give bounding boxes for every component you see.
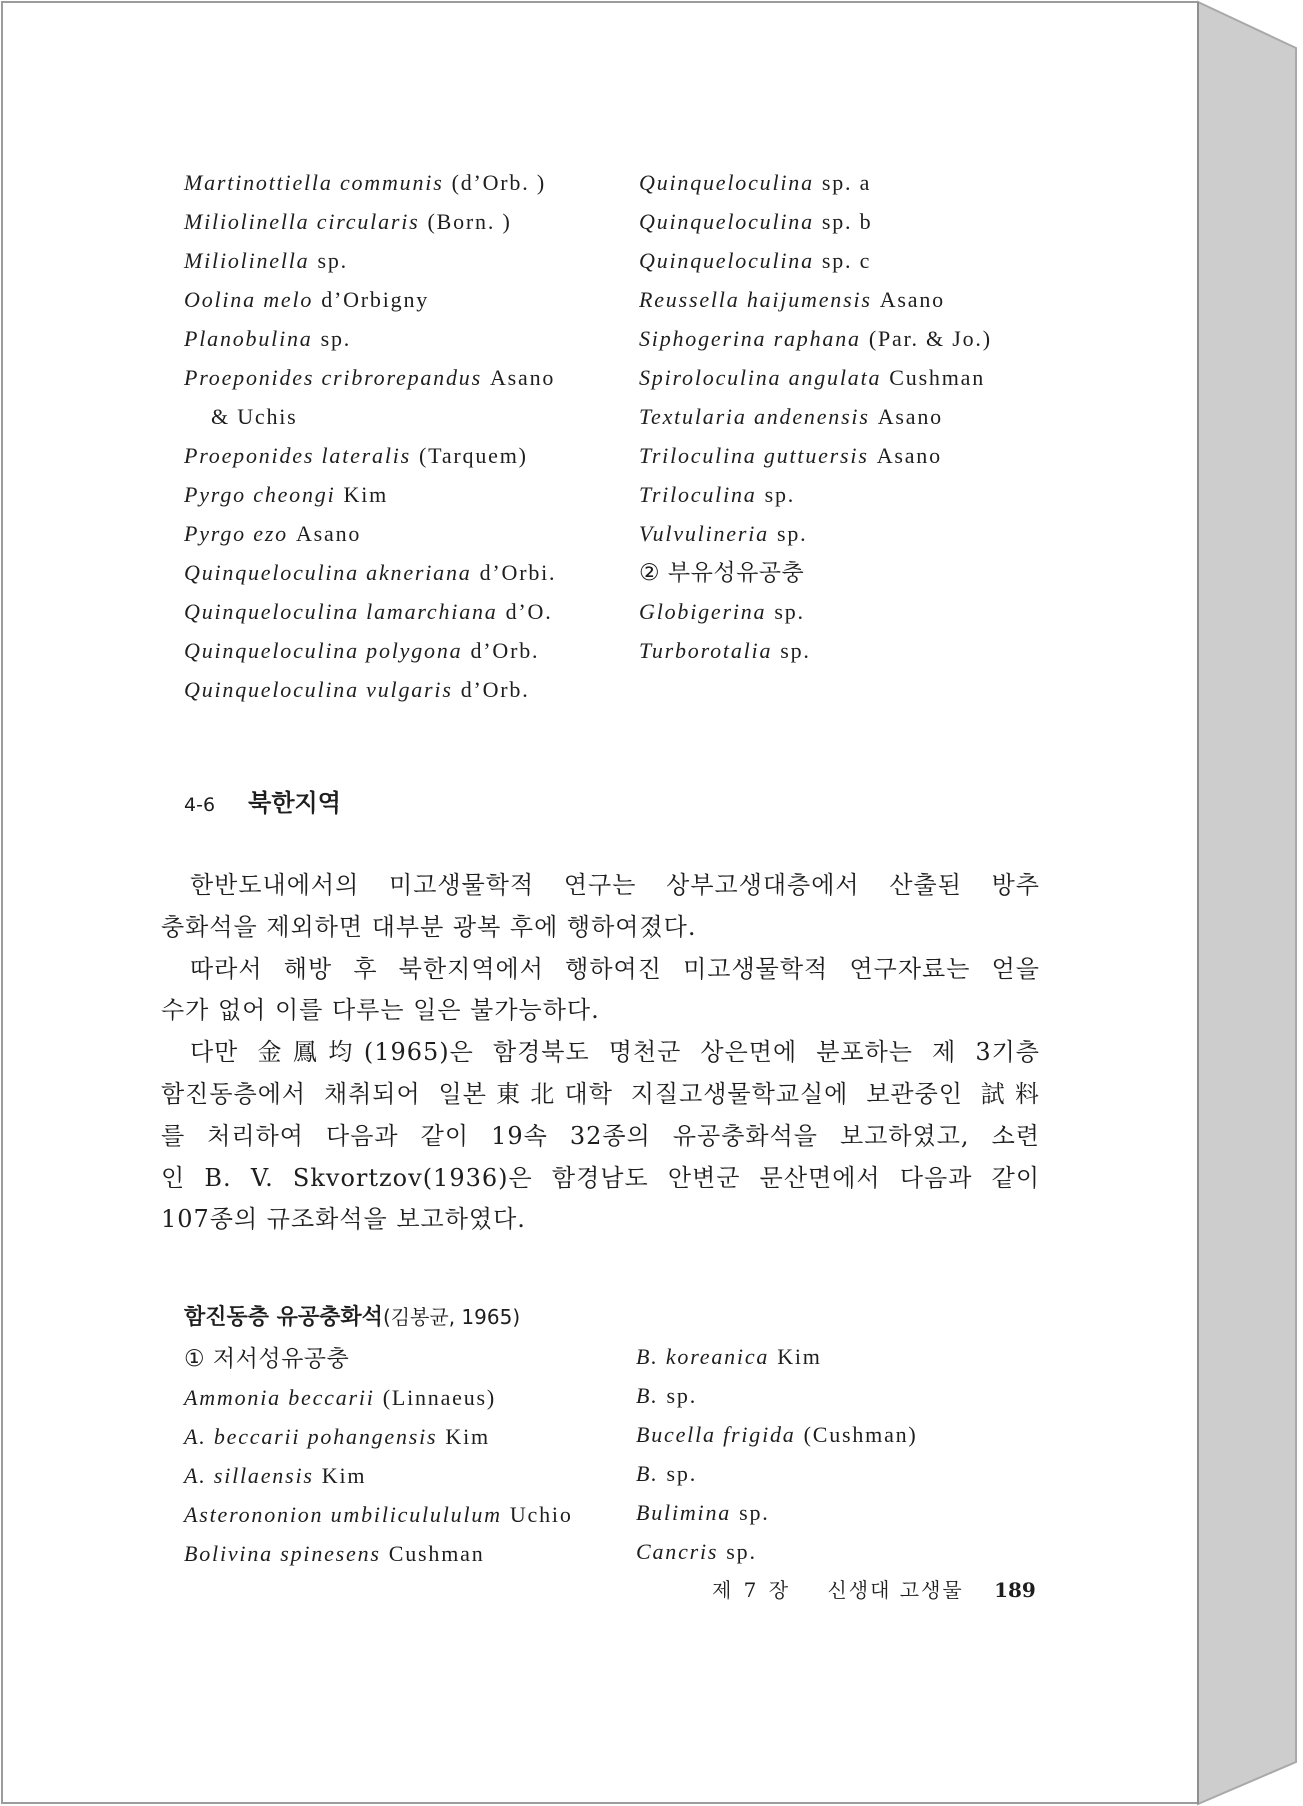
species-name: Miliolinella circularis (184, 209, 420, 234)
species-author: Kim (445, 1424, 490, 1449)
species-name: Proeponides cribrorepandus (184, 365, 482, 390)
species-author: sp. c (821, 248, 872, 273)
footer-chapter: 제 7 장 (712, 1578, 792, 1602)
species-author: d’Orb. (470, 638, 540, 663)
species-entry (184, 1495, 614, 1534)
species-author: Asano (877, 404, 943, 429)
species-name: Vulvulineria (639, 521, 769, 546)
species-list-2-left (184, 1339, 614, 1573)
page-footer (712, 1577, 1036, 1603)
species-author: sp. (774, 599, 805, 624)
species-entry (639, 163, 1069, 202)
species-name: Quinqueloculina (639, 170, 814, 195)
page-number: 189 (994, 1578, 1036, 1602)
species-entry (184, 163, 614, 202)
species-entry (184, 1378, 614, 1417)
species-author: (Linnaeus) (382, 1385, 497, 1410)
species-entry (184, 670, 614, 709)
species-author: d’O. (505, 599, 553, 624)
species-name: Turborotalia (639, 638, 773, 663)
species-author: (Tarquem) (419, 443, 528, 468)
species-author: sp. (317, 248, 348, 273)
body-text (161, 865, 1040, 1241)
species-author: sp. a (821, 170, 872, 195)
section-number: 4-6 (184, 794, 216, 816)
species-author: Cushman (889, 365, 986, 390)
paragraph-line: 107종의 규조화석을 보고하였다. (161, 1205, 526, 1234)
paragraph-line: 따라서 해방 후 북한지역에서 행하여진 미고생물학적 연구자료는 얻을 (190, 954, 1040, 983)
species-entry (639, 319, 1069, 358)
species-entry (639, 397, 1069, 436)
species-entry (639, 241, 1069, 280)
species-author: sp. (780, 638, 811, 663)
species-name: A. beccarii pohangensis (184, 1424, 438, 1449)
footer-chapter-title: 신생대 고생물 (827, 1578, 964, 1602)
species-entry (639, 475, 1069, 514)
species-list-1-left (184, 163, 614, 709)
species-entry (184, 631, 614, 670)
species-name: A. sillaensis (184, 1463, 314, 1488)
species-entry (639, 202, 1069, 241)
species-entry (636, 1532, 1066, 1571)
species-name: Quinqueloculina (639, 209, 814, 234)
species-name: Quinqueloculina vulgaris (184, 677, 453, 702)
subheading-title: 함진동층 유공충화석 (184, 1305, 383, 1330)
species-author: sp. (666, 1383, 698, 1408)
species-author: sp. (320, 326, 352, 351)
group-heading: ① 저서성유공충 (184, 1346, 350, 1372)
species-author: Uchio (509, 1502, 573, 1527)
species-author: Kim (343, 482, 389, 507)
species-name: Quinqueloculina (639, 248, 814, 273)
species-author: sp. (776, 521, 808, 546)
paragraph-line: 수가 없어 이를 다루는 일은 불가능하다. (161, 996, 600, 1025)
species-author: sp. (666, 1461, 698, 1486)
species-entry (636, 1493, 1066, 1532)
species-author: (Par. & Jo.) (868, 326, 992, 351)
species-author: sp. (764, 482, 796, 507)
species-author: Asano (876, 443, 942, 468)
species-entry (184, 553, 614, 592)
species-name: Globigerina (639, 599, 767, 624)
species-name: Pyrgo cheongi (184, 482, 336, 507)
species-name: Quinqueloculina lamarchiana (184, 599, 498, 624)
species-entry (184, 1417, 614, 1456)
species-entry (639, 280, 1069, 319)
list-subheading (184, 1302, 520, 1332)
species-name: Spiroloculina angulata (639, 365, 882, 390)
species-entry (184, 475, 614, 514)
group-heading-row (639, 553, 1069, 592)
species-name: Planobulina (184, 326, 313, 351)
species-author: Asano (489, 365, 556, 390)
species-entry (184, 280, 614, 319)
species-name: Bulimina (636, 1500, 732, 1525)
species-entry (639, 631, 1069, 670)
species-name: Quinqueloculina polygona (184, 638, 463, 663)
species-author: Asano (295, 521, 362, 546)
section-title: 북한지역 (248, 789, 341, 817)
species-entry (184, 358, 614, 397)
paragraph-line: 충화석을 제외하면 대부분 광복 후에 행하여졌다. (161, 912, 697, 941)
species-name: Triloculina (639, 482, 757, 507)
species-author: Cushman (388, 1541, 485, 1566)
species-list-1-right (639, 163, 1069, 670)
species-name: Martinottiella communis (184, 170, 444, 195)
species-author: d’Orbi. (479, 560, 557, 585)
species-list-2-right (636, 1337, 1066, 1571)
species-name: Bucella frigida (636, 1422, 796, 1447)
section-heading (184, 788, 341, 818)
species-author: (Born. ) (427, 209, 512, 234)
species-author: sp. (739, 1500, 770, 1525)
species-entry (639, 358, 1069, 397)
species-entry (636, 1454, 1066, 1493)
paragraph-line: 인 B. V. Skvortzov(1936)은 함경남도 안변군 문산면에서 다음과 같이 (161, 1163, 1040, 1192)
author-continuation: & Uchis (211, 404, 298, 429)
species-name: Triloculina guttuersis (639, 443, 869, 468)
species-entry (639, 592, 1069, 631)
species-author: sp. b (821, 209, 873, 234)
paragraph-line: 다만 金鳳均(1965)은 함경북도 명천군 상은면에 분포하는 제 3기층 (190, 1038, 1040, 1067)
species-author: Kim (777, 1344, 822, 1369)
species-name: Miliolinella (184, 248, 310, 273)
species-entry (184, 241, 614, 280)
species-author: d’Orbigny (321, 287, 430, 312)
species-entry (639, 514, 1069, 553)
subheading-citation: (김봉균, 1965) (382, 1305, 521, 1329)
species-entry (184, 202, 614, 241)
species-entry (184, 592, 614, 631)
group-heading: ② 부유성유공충 (639, 560, 805, 586)
species-entry (639, 436, 1069, 475)
species-author: sp. (726, 1539, 757, 1564)
species-entry-continuation (184, 397, 614, 436)
species-author: Kim (321, 1463, 367, 1488)
species-name: B. koreanica (636, 1344, 770, 1369)
species-name: Asterononion umbiliculululum (184, 1502, 502, 1527)
paragraph-line: 함진동층에서 채취되어 일본東北대학 지질고생물학교실에 보관중인 試料 (161, 1079, 1040, 1108)
paragraph-line: 한반도내에서의 미고생물학적 연구는 상부고생대층에서 산출된 방추 (190, 871, 1040, 899)
species-entry (636, 1376, 1066, 1415)
species-name: Reussella haijumensis (639, 287, 872, 312)
species-entry (184, 319, 614, 358)
species-name: Pyrgo ezo (184, 521, 288, 546)
species-name: B. (636, 1383, 659, 1408)
species-entry (184, 514, 614, 553)
species-author: (Cushman) (803, 1422, 918, 1447)
species-entry (184, 1456, 614, 1495)
species-name: Bolivina spinesens (184, 1541, 381, 1566)
book-spine (1198, 2, 1296, 1804)
species-name: Proeponides lateralis (184, 443, 412, 468)
species-author: (d’Orb. ) (451, 170, 546, 195)
species-entry (636, 1415, 1066, 1454)
group-heading-row (184, 1339, 614, 1378)
species-author: d’Orb. (460, 677, 530, 702)
species-entry (636, 1337, 1066, 1376)
species-name: Quinqueloculina akneriana (184, 560, 472, 585)
species-name: Siphogerina raphana (639, 326, 861, 351)
species-name: Textularia andenensis (639, 404, 870, 429)
species-entry (184, 436, 614, 475)
species-name: Oolina melo (184, 287, 314, 312)
species-name: B. (636, 1461, 659, 1486)
paragraph-line: 를 처리하여 다음과 같이 19속 32종의 유공충화석을 보고하였고, 소련 (161, 1121, 1040, 1150)
species-name: Ammonia beccarii (184, 1385, 375, 1410)
species-name: Cancris (636, 1539, 719, 1564)
species-author: Asano (879, 287, 945, 312)
species-entry (184, 1534, 614, 1573)
